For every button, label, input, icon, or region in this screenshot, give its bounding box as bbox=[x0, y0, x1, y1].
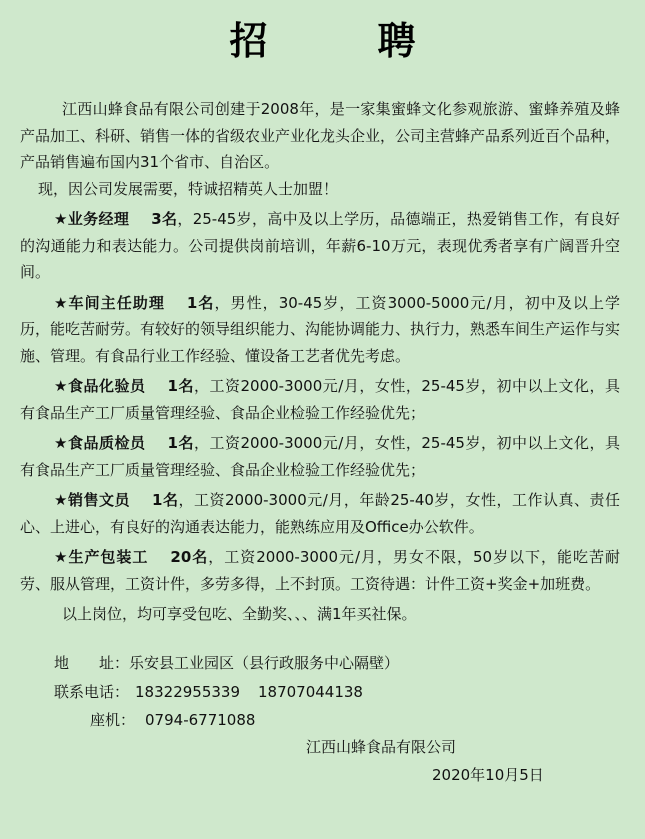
job-count: 1名 bbox=[167, 434, 194, 452]
job-title: 车间主任助理 bbox=[68, 293, 165, 312]
notice-body bbox=[20, 96, 620, 628]
job-description: ，男性，30-45岁，工资3000-5000元/月，初中及以上学历，能吃苦耐劳。有较好的领导组织能力、沟能协调能力、执行力，熟悉车间生产运作与实施、管理。有食品行业工作经验、懂设备工艺者优先考虑。 bbox=[20, 293, 621, 365]
job-item bbox=[20, 290, 620, 370]
address-line bbox=[54, 652, 399, 673]
address-value: 乐安县工业园区（县行政服务中心隔壁） bbox=[129, 654, 400, 672]
job-count: 1名 bbox=[152, 491, 179, 509]
job-title: 销售文员 bbox=[67, 491, 130, 509]
phone-line bbox=[54, 681, 363, 702]
star-icon: ★ bbox=[54, 548, 69, 566]
job-count: 1名 bbox=[186, 293, 215, 312]
job-description: ，25-45岁，高中及以上学历，品德端正，热爱销售工作，有良好的沟通能力和表达能力。公司提供岗前培训，年薪6-10万元，表现优秀者享有广阔晋升空间。 bbox=[20, 210, 620, 281]
star-icon: ★ bbox=[54, 377, 68, 395]
job-item bbox=[20, 487, 620, 540]
landline-line bbox=[90, 709, 255, 730]
company-intro: 江西山蜂食品有限公司创建于2008年，是一家集蜜蜂文化参观旅游、蜜蜂养殖及蜂产品加工、科研、销售一体的省级农业产业化龙头企业，公司主营蜂产品系列近百个品种，产品销售遍布国内31个省市、自治区。 bbox=[20, 100, 621, 171]
star-icon: ★ bbox=[54, 210, 68, 228]
job-description: ，工资2000-3000元/月，女性，25-45岁，初中以上文化，具有食品生产工厂质量管理经验、食品企业检验工作经验优先； bbox=[20, 434, 621, 479]
phone-number-1: 18322955339 bbox=[135, 683, 240, 701]
job-item bbox=[20, 430, 620, 483]
invite-text: 现，因公司发展需要，特诚招精英人士加盟！ bbox=[38, 179, 339, 198]
job-count: 3名 bbox=[151, 210, 178, 228]
job-description: ，工资2000-3000元/月，女性，25-45岁，初中以上文化，具有食品生产工厂质量管理经验、食品企业检验工作经验优先； bbox=[20, 377, 621, 422]
job-item bbox=[20, 544, 620, 597]
job-title: 业务经理 bbox=[67, 210, 130, 228]
landline-number: 0794-6771088 bbox=[145, 711, 256, 729]
phone-label: 联系电话： bbox=[54, 683, 130, 701]
phone-number-2: 18707044138 bbox=[258, 683, 363, 701]
job-count: 20名 bbox=[170, 548, 209, 566]
job-description: ，工资2000-3000元/月，年龄25-40岁，女性，工作认真、责任心、上进心，有良好的沟通表达能力，能熟练应用及Office办公软件。 bbox=[20, 491, 620, 536]
job-title: 生产包装工 bbox=[68, 548, 149, 566]
page-title: 招 聘 bbox=[229, 19, 452, 63]
job-title: 食品质检员 bbox=[67, 434, 146, 452]
notice-date: 2020年10月5日 bbox=[432, 766, 544, 784]
star-icon: ★ bbox=[54, 434, 68, 452]
job-item bbox=[20, 373, 620, 426]
job-title: 食品化验员 bbox=[67, 377, 146, 395]
star-icon: ★ bbox=[54, 293, 69, 312]
star-icon: ★ bbox=[54, 491, 68, 509]
job-description: ，工资2000-3000元/月，男女不限，50岁以下，能吃苦耐劳、服从管理，工资计件，多劳多得，上不封顶。工资待遇：计件工资+奖金+加班费。 bbox=[20, 548, 621, 593]
company-signature: 江西山蜂食品有限公司 bbox=[306, 738, 457, 756]
landline-label: 座机： bbox=[90, 711, 136, 729]
job-item bbox=[20, 206, 620, 286]
address-label: 地 址： bbox=[54, 654, 130, 672]
benefits-text: 以上岗位，均可享受包吃、全勤奖、、、满1年买社保。 bbox=[62, 605, 417, 623]
job-count: 1名 bbox=[167, 377, 194, 395]
